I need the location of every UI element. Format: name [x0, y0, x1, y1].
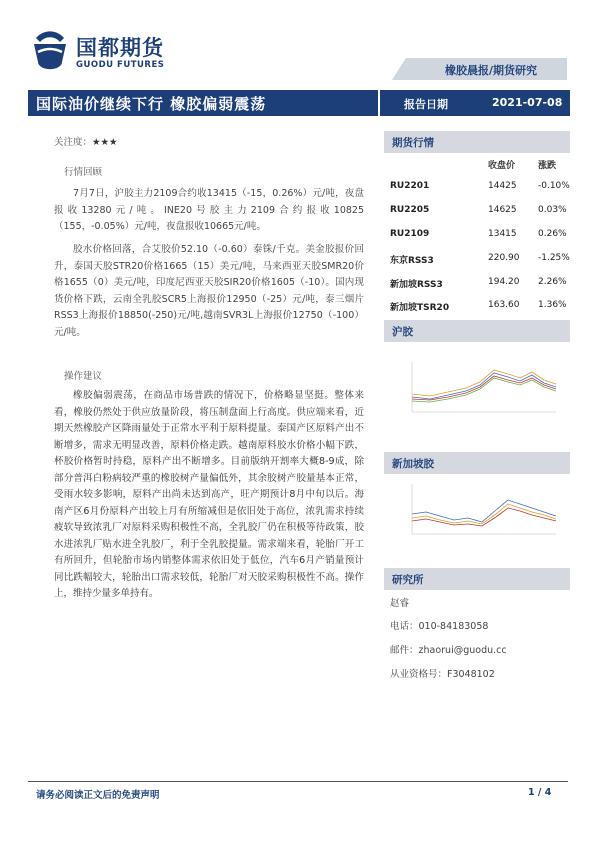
sgx-heading: 新加坡胶 — [384, 452, 570, 474]
author-license: 从业资格号：F3048102 — [390, 669, 495, 680]
research-heading: 研究所 — [384, 568, 570, 590]
review-heading: 行情回顾 — [64, 167, 103, 178]
table-row: RU2109 13415 0.26% — [390, 229, 567, 239]
sgx-price-chart — [390, 474, 560, 564]
table-row: RU2201 14425 -0.10% — [390, 181, 570, 191]
report-title: 国际油价继续下行 橡胶偏弱震荡 — [36, 95, 267, 113]
logo-text-cn: 国都期货 — [76, 36, 164, 60]
col-header-price: 收盘价 — [488, 161, 516, 171]
author-name: 赵睿 — [390, 598, 410, 609]
category-notch — [392, 58, 406, 80]
footer-divider — [28, 781, 568, 782]
disclaimer-link[interactable]: 请务必阅读正文后的免责声明 — [36, 790, 160, 801]
market-heading: 期货行情 — [384, 131, 570, 153]
col-header-change: 涨跌 — [538, 161, 557, 171]
chart-background — [390, 474, 560, 564]
report-category-tab — [392, 58, 567, 80]
date-value: 2021-07-08 — [492, 96, 563, 109]
table-row: 东京RSS3 220.90 -1.25% — [390, 253, 570, 266]
logo-text-en: GUODU FUTURES — [76, 60, 165, 70]
author-phone: 电话：010-84183058 — [390, 621, 489, 632]
date-bar — [380, 90, 570, 116]
table-row: 新加坡TSR20 163.60 1.36% — [390, 300, 567, 313]
review-paragraph-spot: 胶水价格回落，合艾胶价52.10（-0.60）泰铢/千克。美金胶报价回升，泰国天胶STR20价格1665（15）美元/吨，马来西亚天胶SMR20价格1655（0）美元/吨，印度尼西亚天胶SIR20价格1605（-10）。国内现货价格下跌，云南全乳胶SCR5上海报价12950（-25）元/吨，泰三烟片RSS3上海报价18850(-250)元/吨,越南SVR3L上海报价12750（-100）元/吨。 — [54, 244, 364, 338]
logo-mark-icon — [30, 30, 70, 70]
table-row: 新加坡RSS3 194.20 2.26% — [390, 277, 567, 290]
report-category: 橡胶晨报/期货研究 — [444, 64, 537, 77]
shfe-heading: 沪胶 — [384, 320, 570, 342]
page-number: 1 / 4 — [528, 787, 552, 798]
attention-label: 关注度： — [54, 137, 93, 148]
shfe-price-chart — [390, 352, 560, 442]
advice-heading: 操作建议 — [64, 371, 103, 382]
title-bar — [28, 90, 378, 116]
author-email[interactable]: 邮件：zhaorui@guodu.cc — [390, 645, 507, 656]
review-paragraph-futures: 7月7日，沪胶主力2109合约收13415（-15，0.26%）元/吨，夜盘报收13280元/吨。INE20号胶主力2109合约报收10825（155，-0.05%）元/吨，夜盘报收10665元/吨。 — [54, 188, 364, 232]
table-row: RU2205 14625 0.03% — [390, 205, 567, 215]
advice-paragraph: 橡胶偏弱震荡，在商品市场普跌的情况下，价格略显坚挺。整体来看，橡胶仍然处于供应放量阶段，将压制盘面上行高度。供应端来看，近期天然橡胶产区降雨量处于正常水平利于原料提量。泰国产区原料产出不断增多，需求无明显改善，原料价格走跌。越南原料胶水价格小幅下跌，杯胶价格暂时持稳，原料产出不断增多。目前版纳开割率大概8-9成，除部分普洱白粉病较严重的橡胶树产量偏低外，其余胶树产胶量基本正常，受雨水较多影响，原料产出尚未达到高产，旺产期预计8月中旬以后。海南产区6月份原料产出较上月有所缩减但是依旧处于高位，浓乳需求持续疲软导致浓乳厂对原料采购积极性不高，全乳胶厂仍在积极等待政策，胶水进浓乳厂贴水进全乳胶厂，利于全乳胶提量。需求端来看，轮胎厂开工有所回升，但轮胎市场内销整体需求依旧处于低位，汽车6月产销量预计同比跌幅较大，轮胎出口需求较低，轮胎厂对天胶采购积极性不高。操作上，维持少量多单持有。 — [54, 390, 364, 599]
attention-stars: ★★★ — [92, 137, 118, 148]
company-logo — [30, 28, 190, 78]
attention-rating — [54, 134, 118, 148]
date-label: 报告日期 — [404, 98, 448, 111]
